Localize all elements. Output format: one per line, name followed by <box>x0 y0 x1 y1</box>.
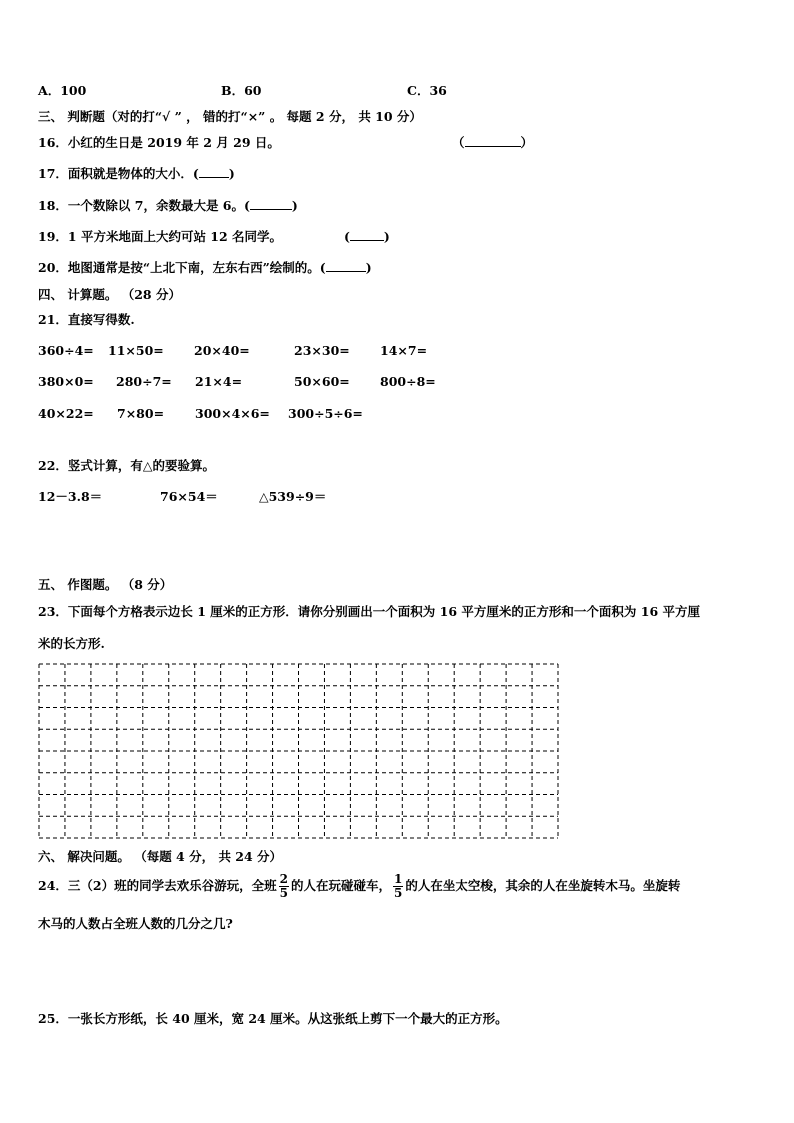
q24-part3: 的人在坐太空梭，其余的人在坐旋转木马。坐旋转 <box>405 878 681 893</box>
q17-num: 17． <box>38 166 68 181</box>
q20-text: 地图通常是按“上北下南，左东右西”绘制的。( <box>67 260 326 275</box>
fraction1-denominator: 5 <box>279 886 288 900</box>
option-c: C．36 <box>407 83 447 98</box>
q18-close: ) <box>291 198 298 213</box>
section3-title: 三、 判断题（对的打“√ ” ， 错的打“×” 。 每题 2 分， 共 10 分） <box>38 109 422 124</box>
q21-r2-c1: 380×0= <box>38 374 94 389</box>
q21-r3-c4: 300÷5÷6= <box>288 406 363 421</box>
q19-num: 19． <box>38 229 68 244</box>
q21-r1-c1: 360÷4= <box>38 343 94 358</box>
q19-blank[interactable] <box>350 229 384 241</box>
q20-num: 20． <box>38 260 68 275</box>
q21-r1-c3: 20×40= <box>194 343 250 358</box>
q19-answer-blank[interactable] <box>344 229 390 245</box>
fraction1-numerator: 2 <box>279 872 288 886</box>
q20-close: ) <box>365 260 372 275</box>
section5-title: 五、 作图题。 （8 分） <box>38 577 173 592</box>
q22-text: 22．竖式计算，有△的要验算。 <box>38 458 216 473</box>
q21-r3-c1: 40×22= <box>38 406 94 421</box>
fraction-two-fifths <box>279 873 289 900</box>
q24-line2: 木马的人数占全班人数的几分之几? <box>38 916 233 931</box>
q22-item-3: △539÷9＝ <box>259 489 327 504</box>
q21-r3-c3: 300×4×6= <box>195 406 270 421</box>
q20 <box>38 260 372 276</box>
option-a: A．100 <box>38 83 87 98</box>
q23-line1: 23．下面每个方格表示边长 1 厘米的正方形．请你分别画出一个面积为 16 平方厘米的正方形和一个面积为 16 平方厘 <box>38 604 700 619</box>
fraction-one-fifth <box>393 873 403 900</box>
q16-paren-open: （ <box>452 135 465 150</box>
q19-open: ( <box>344 229 350 244</box>
q19 <box>38 229 282 245</box>
q21-r1-c4: 23×30= <box>294 343 350 358</box>
drawing-grid[interactable] <box>38 663 559 839</box>
q18-text: 一个数除以 7，余数最大是 6。( <box>67 198 250 213</box>
q21-r2-c2: 280÷7= <box>116 374 172 389</box>
q23-line2: 米的长方形. <box>38 636 105 651</box>
q21-r1-c5: 14×7= <box>380 343 428 358</box>
q16-answer-blank[interactable] <box>452 135 533 151</box>
q16-blank[interactable] <box>465 135 521 147</box>
q25-text: 25．一张长方形纸，长 40 厘米，宽 24 厘米。从这张纸上剪下一个最大的正方形。 <box>38 1011 508 1026</box>
q24-line1 <box>38 870 680 902</box>
fraction2-numerator: 1 <box>393 872 403 886</box>
q17-text: 面积就是物体的大小．( <box>67 166 199 181</box>
q16-num: 16． <box>38 135 68 150</box>
q19-text: 1 平方米地面上大约可站 12 名同学。 <box>67 229 283 244</box>
q16-text: 小红的生日是 2019 年 2 月 29 日。 <box>67 135 280 150</box>
q17-blank[interactable] <box>199 166 229 178</box>
fraction2-denominator: 5 <box>393 886 403 900</box>
section4-title: 四、 计算题。 （28 分） <box>38 287 181 302</box>
q21-r2-c3: 21×4= <box>195 374 243 389</box>
q17 <box>38 166 235 182</box>
q21-r1-c2: 11×50= <box>108 343 164 358</box>
q21-text: 21．直接写得数. <box>38 312 135 327</box>
q16-paren-close: ） <box>520 135 534 150</box>
q16 <box>38 135 280 151</box>
q18-blank[interactable] <box>250 198 292 210</box>
q18 <box>38 198 298 214</box>
q20-blank[interactable] <box>326 260 366 272</box>
q19-close: ) <box>383 229 390 244</box>
q24-part2: 的人在玩碰碰车， <box>290 878 391 893</box>
q18-num: 18． <box>38 198 68 213</box>
q21-r2-c5: 800÷8= <box>380 374 436 389</box>
q21-r2-c4: 50×60= <box>294 374 350 389</box>
q17-close: ) <box>228 166 235 181</box>
q21-r3-c2: 7×80= <box>117 406 165 421</box>
option-b: B．60 <box>221 83 262 98</box>
q22-item-1: 12－3.8＝ <box>38 489 103 504</box>
section6-title: 六、 解决问题。 （每题 4 分， 共 24 分） <box>38 849 283 864</box>
q24-part1: 24．三（2）班的同学去欢乐谷游玩，全班 <box>38 878 277 893</box>
q22-item-2: 76×54＝ <box>160 489 218 504</box>
